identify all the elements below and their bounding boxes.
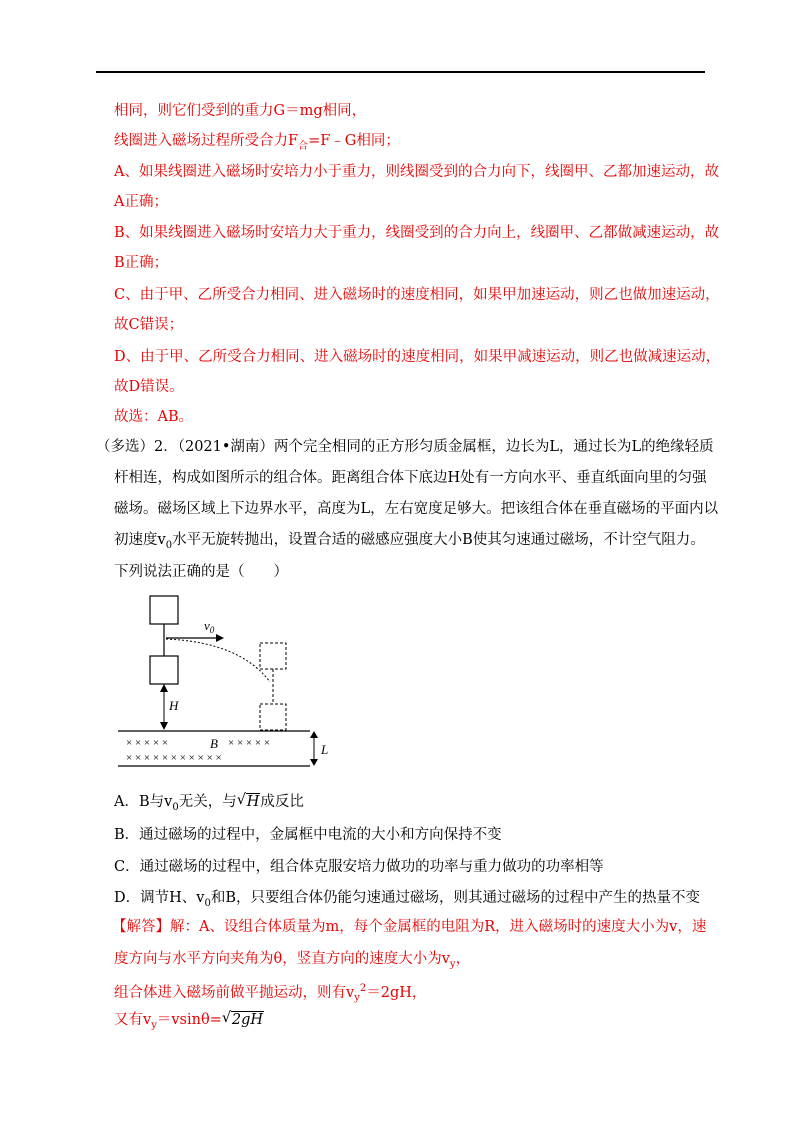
svg-text:× × × × ×: × × × × × (228, 737, 271, 749)
physics-diagram (110, 590, 340, 770)
v0-label: $v_0$ (204, 618, 215, 635)
trajectory-curve (166, 639, 270, 682)
velocity-arrow (216, 634, 224, 642)
svg-text:× × × × × × × × × × ×: × × × × × × × × × × × (126, 752, 222, 764)
answer-line: 组合体进入磁场前做平抛运动，则有$v_y^2=2gH$， (114, 983, 427, 1004)
solution-line: 故C错误； (114, 317, 184, 333)
field-crosses (126, 737, 270, 764)
option-c: C．通过磁场的过程中，组合体克服安培力做功的功率与重力做功的功率相等 (114, 859, 604, 875)
solution-line: C、由于甲、乙所受合力相同、进入磁场时的速度相同，如果甲加速运动，则乙也做加速运动， (114, 287, 720, 303)
question-line: 杆相连，构成如图所示的组合体。距离组合体下底边H处有一方向水平、垂直纸面向里的匀强 (114, 470, 707, 486)
question-line: 初速度$v_0$水平无旋转抛出，设置合适的磁感应强度大小B使其匀速通过磁场，不计空气阻力。 (114, 532, 705, 551)
solution-line: B正确； (114, 255, 169, 271)
answer-line: 【解答】解：A、设组合体质量为m，每个金属框的电阻为R，进入磁场时的速度大小为v，速 (112, 919, 707, 935)
option-b: B．通过磁场的过程中，金属框中电流的大小和方向保持不变 (114, 827, 502, 843)
question-line: （多选）2．（2021•湖南）两个完全相同的正方形匀质金属框，边长为L，通过长为L的绝缘轻质 (96, 439, 714, 455)
svg-text:× × × × ×: × × × × × (126, 737, 169, 749)
solution-line: 故D错误。 (114, 379, 184, 395)
question-line: 下列说法正确的是（ ） (114, 564, 288, 580)
solution-line: A正确； (114, 194, 168, 210)
solution-line: B、如果线圈进入磁场时安培力大于重力，线圈受到的合力向上，线圈甲、乙都做减速运动，故 (114, 225, 720, 241)
L-label: L (321, 742, 329, 757)
solution-line: 线圈进入磁场过程所受合力$F_合=F﹣G$相同； (114, 133, 400, 152)
answer-line: 度方向与水平方向夹角为θ，竖直方向的速度大小为$v_y$， (114, 951, 471, 970)
solution-line: D、由于甲、乙所受合力相同、进入磁场时的速度相同，如果甲减速运动，则乙也做减速运动， (114, 349, 721, 365)
dashed-lower-frame (260, 704, 286, 730)
lower-frame (150, 656, 178, 684)
solution-line: 相同，则它们受到的重力G＝mg相同， (114, 103, 367, 119)
answer-line: 又有$v_y=vsin\theta=$ √ 2gH (114, 1010, 264, 1031)
header-rule (96, 71, 705, 73)
solution-line: 故选：AB。 (114, 409, 194, 425)
solution-line: A、如果线圈进入磁场时安培力小于重力，则线圈受到的合力向下，线圈甲、乙都加速运动，故 (114, 164, 719, 180)
option-d: D．调节H、$v_0$和B，只要组合体仍能匀速通过磁场，则其通过磁场的过程中产生的热量不变 (114, 890, 700, 909)
dashed-upper-frame (260, 643, 286, 669)
upper-frame (150, 596, 178, 624)
B-label: B (210, 736, 218, 751)
H-label: H (169, 698, 179, 713)
question-line: 磁场。磁场区域上下边界水平，高度为L，左右宽度足够大。把该组合体在垂直磁场的平面内以 (114, 501, 719, 517)
answer-label: 【解答】 (112, 919, 170, 935)
option-a: A．B与$v_0$无关，与 √ H成反比 (114, 792, 304, 813)
